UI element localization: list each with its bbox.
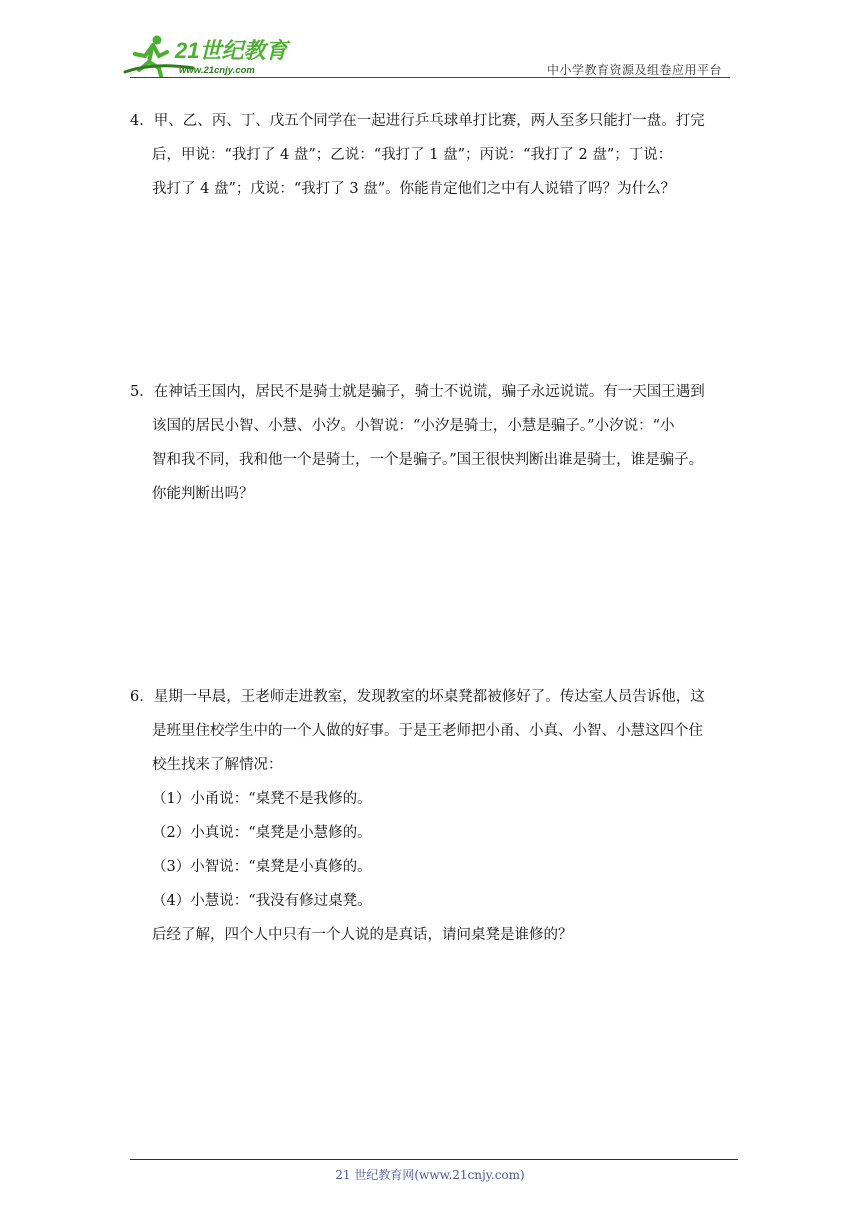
question-line: 4．甲、乙、丙、丁、戊五个同学在一起进行乒乓球单打比赛，两人至多只能打一盘。打完 [130,113,705,129]
question-5 [130,375,742,511]
statement-2: （2）小真说：“桌凳是小慧修的。 [152,825,372,841]
footer-divider [130,1159,738,1160]
header-divider [130,77,730,78]
question-line: 后经了解，四个人中只有一个人说的是真话，请问桌凳是谁修的？ [152,927,573,943]
question-6 [130,680,742,952]
header-platform-text: 中小学教育资源及组卷应用平台 [546,63,722,77]
logo-title: 21世纪教育 [175,38,288,63]
question-line: 后，甲说：“我打了 4 盘”；乙说：“我打了 1 盘”；丙说：“我打了 2 盘”；丁说： [152,147,673,163]
question-line: 是班里住校学生中的一个人做的好事。于是王老师把小甬、小真、小智、小慧这四个住 [152,723,703,739]
question-line: 该国的居民小智、小慧、小汐。小智说：“小汐是骑士，小慧是骗子。”小汐说：“小 [152,418,675,434]
site-logo [123,32,293,80]
statement-3: （3）小智说：“桌凳是小真修的。 [152,859,372,875]
statement-4: （4）小慧说：“我没有修过桌凳。 [152,893,372,909]
question-line: 我打了 4 盘”；戊说：“我打了 3 盘”。你能肯定他们之中有人说错了吗？为什么？ [152,181,676,197]
statement-1: （1）小甬说：“桌凳不是我修的。 [152,791,372,807]
question-line: 你能判断出吗？ [152,486,254,502]
question-line: 5．在神话王国内，居民不是骑士就是骗子，骑士不说谎，骗子永远说谎。有一天国王遇到 [130,384,705,400]
logo-url: www.21cnjy.com [179,65,255,76]
footer-link[interactable]: 21 世纪教育网(www.21cnjy.com) [335,1168,525,1182]
page-header [0,0,860,90]
question-line: 校生找来了解情况： [152,757,283,773]
question-line: 6．星期一早晨，王老师走进教室，发现教室的坏桌凳都被修好了。传达室人员告诉他，这 [130,689,705,705]
question-4 [130,104,742,206]
question-line: 智和我不同，我和他一个是骑士，一个是骗子。”国王很快判断出谁是骑士，谁是骗子。 [152,452,704,468]
